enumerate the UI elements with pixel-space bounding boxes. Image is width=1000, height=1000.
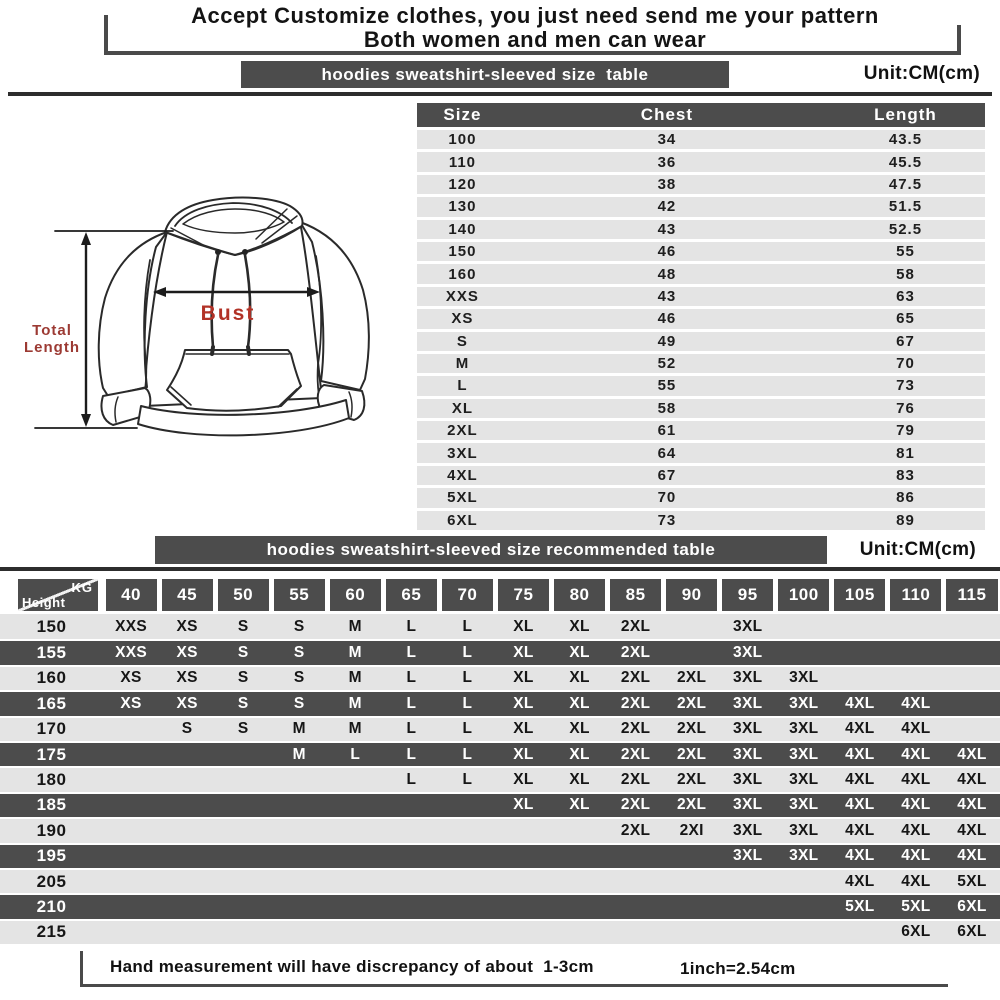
matrix-size-cell: 4XL — [901, 745, 931, 763]
size-table-row — [417, 399, 985, 418]
matrix-size-cell: 4XL — [957, 745, 987, 763]
matrix-size-cell: XL — [569, 644, 590, 662]
size-table-cell: 43 — [508, 287, 826, 306]
size-table-cell: M — [417, 354, 508, 373]
matrix-row — [0, 665, 1000, 690]
size-table-cell: 4XL — [417, 466, 508, 485]
size-table-row — [417, 309, 985, 328]
matrix-header-row — [0, 577, 1000, 614]
size-table-title-bar: hoodies sweatshirt-sleeved size table — [241, 61, 729, 88]
matrix-size-cell: 2XL — [620, 669, 651, 687]
matrix-weight-header: 60 — [330, 579, 381, 611]
matrix-weight-header: 50 — [218, 579, 269, 611]
size-table-cell: 89 — [826, 511, 985, 530]
size-table-column-header: Chest — [508, 103, 826, 127]
size-table-cell: 45.5 — [826, 152, 985, 171]
matrix-size-cell: 4XL — [845, 821, 875, 839]
hoodie-illustration — [15, 148, 415, 503]
unit-label-2: Unit:CM(cm) — [859, 539, 976, 560]
header-banner — [100, 4, 970, 52]
size-table-row — [417, 421, 985, 440]
matrix-size-cell: XL — [513, 720, 534, 738]
size-table-cell: 38 — [508, 175, 826, 194]
matrix-size-cell: S — [181, 720, 193, 738]
recommended-size-table — [0, 577, 1000, 944]
matrix-size-cell: 3XL — [733, 821, 763, 839]
matrix-size-cell: XL — [569, 745, 590, 763]
size-table-cell: 3XL — [417, 443, 508, 462]
size-table-row — [417, 152, 985, 171]
size-table-cell: 55 — [508, 376, 826, 395]
matrix-size-cell: 4XL — [957, 771, 987, 789]
matrix-size-cell: XS — [120, 669, 142, 687]
matrix-row — [0, 792, 1000, 817]
bust-label: Bust — [200, 302, 256, 325]
matrix-size-cell: 5XL — [901, 897, 931, 915]
size-table-cell: XXS — [417, 287, 508, 306]
footer-bracket-bottom — [80, 984, 948, 987]
matrix-size-cell: L — [350, 745, 361, 763]
size-table-cell: 73 — [826, 376, 985, 395]
matrix-row — [0, 614, 1000, 639]
size-table-row — [417, 332, 985, 351]
size-table-cell: 58 — [508, 399, 826, 418]
matrix-size-cell: S — [237, 617, 249, 635]
matrix-size-cell: XL — [569, 796, 590, 814]
matrix-size-cell: 4XL — [901, 821, 931, 839]
matrix-size-cell: 4XL — [957, 796, 987, 814]
size-table-row — [417, 175, 985, 194]
matrix-size-cell: XL — [569, 617, 590, 635]
matrix-height-label: 170 — [36, 719, 67, 739]
matrix-weight-header: 115 — [946, 579, 997, 611]
matrix-weight-header: 100 — [778, 579, 829, 611]
matrix-size-cell: M — [348, 644, 362, 662]
matrix-size-cell: L — [462, 771, 473, 789]
matrix-corner-cell — [18, 579, 98, 611]
matrix-size-cell: 2XL — [676, 745, 707, 763]
size-table-cell: 86 — [826, 488, 985, 507]
size-table-column-header: Length — [826, 103, 985, 127]
matrix-size-cell: 3XL — [733, 617, 763, 635]
matrix-size-cell: 2XL — [620, 617, 651, 635]
matrix-weight-header: 85 — [610, 579, 661, 611]
matrix-size-cell: 6XL — [901, 923, 931, 941]
size-table-cell: 130 — [417, 197, 508, 216]
matrix-size-cell: 3XL — [789, 796, 819, 814]
matrix-size-cell: 3XL — [733, 644, 763, 662]
matrix-height-label: 205 — [36, 871, 67, 891]
matrix-size-cell: XL — [569, 669, 590, 687]
matrix-size-cell: 4XL — [845, 847, 875, 865]
matrix-size-cell: XS — [120, 694, 142, 712]
recommended-title-bar: hoodies sweatshirt-sleeved size recommended table — [155, 536, 827, 564]
matrix-size-cell: 4XL — [901, 694, 931, 712]
size-table-cell: 70 — [508, 488, 826, 507]
size-table-cell: XL — [417, 399, 508, 418]
matrix-weight-header: 70 — [442, 579, 493, 611]
matrix-size-cell: L — [406, 694, 417, 712]
size-table-row — [417, 354, 985, 373]
matrix-row — [0, 843, 1000, 868]
matrix-size-cell: 2XL — [620, 771, 651, 789]
size-table-cell: 79 — [826, 421, 985, 440]
matrix-size-cell: 4XL — [957, 821, 987, 839]
size-table-cell: 52 — [508, 354, 826, 373]
matrix-size-cell: L — [462, 720, 473, 738]
size-table-cell: 51.5 — [826, 197, 985, 216]
matrix-size-cell: L — [406, 720, 417, 738]
matrix-row — [0, 893, 1000, 918]
matrix-size-cell: XL — [513, 617, 534, 635]
size-table-cell: 5XL — [417, 488, 508, 507]
size-table-cell: 160 — [417, 264, 508, 283]
matrix-size-cell: L — [462, 617, 473, 635]
divider-rule-1 — [8, 92, 992, 96]
size-table-cell: 73 — [508, 511, 826, 530]
size-table-cell: 55 — [826, 242, 985, 261]
matrix-size-cell: 4XL — [901, 847, 931, 865]
size-table-cell: 81 — [826, 443, 985, 462]
matrix-body — [0, 614, 1000, 944]
corner-height-label: Height — [22, 595, 66, 610]
matrix-height-label: 160 — [36, 668, 67, 688]
matrix-size-cell: L — [462, 644, 473, 662]
matrix-size-cell: XL — [513, 796, 534, 814]
matrix-size-cell: 2XL — [620, 745, 651, 763]
matrix-size-cell: 5XL — [957, 872, 987, 890]
size-table-cell: XS — [417, 309, 508, 328]
matrix-size-cell: 3XL — [733, 694, 763, 712]
size-table-cell: 36 — [508, 152, 826, 171]
matrix-row — [0, 716, 1000, 741]
size-table-cell: 120 — [417, 175, 508, 194]
matrix-weight-header: 95 — [722, 579, 773, 611]
size-table-body — [417, 130, 985, 530]
size-table-row — [417, 488, 985, 507]
matrix-size-cell: XL — [569, 771, 590, 789]
matrix-size-cell: S — [237, 694, 249, 712]
matrix-size-cell: XS — [176, 617, 198, 635]
matrix-row — [0, 690, 1000, 715]
size-table-cell: 49 — [508, 332, 826, 351]
matrix-size-cell: L — [462, 669, 473, 687]
size-table-cell: 150 — [417, 242, 508, 261]
matrix-size-cell: 3XL — [789, 745, 819, 763]
matrix-size-cell: 3XL — [733, 796, 763, 814]
size-table-cell: S — [417, 332, 508, 351]
matrix-height-label: 210 — [36, 896, 67, 916]
matrix-size-cell: S — [237, 720, 249, 738]
size-table-row — [417, 443, 985, 462]
matrix-size-cell: XS — [176, 694, 198, 712]
matrix-size-cell: L — [406, 771, 417, 789]
size-table-cell: 34 — [508, 130, 826, 149]
matrix-size-cell: XL — [513, 669, 534, 687]
size-table-row — [417, 264, 985, 283]
matrix-size-cell: 3XL — [733, 847, 763, 865]
matrix-size-cell: 5XL — [845, 897, 875, 915]
matrix-size-cell: 4XL — [845, 771, 875, 789]
matrix-size-cell: 4XL — [845, 872, 875, 890]
matrix-size-cell: XL — [513, 644, 534, 662]
matrix-size-cell: XL — [513, 694, 534, 712]
matrix-size-cell: 4XL — [901, 771, 931, 789]
matrix-weight-header: 45 — [162, 579, 213, 611]
matrix-size-cell: L — [406, 644, 417, 662]
matrix-size-cell: 3XL — [733, 669, 763, 687]
size-table-header-row — [417, 103, 985, 127]
matrix-size-cell: 2XL — [676, 694, 707, 712]
matrix-size-cell: 3XL — [789, 720, 819, 738]
size-table-cell: 6XL — [417, 511, 508, 530]
size-table-cell: 43.5 — [826, 130, 985, 149]
matrix-row — [0, 817, 1000, 842]
matrix-size-cell: L — [462, 694, 473, 712]
matrix-height-label: 150 — [36, 616, 67, 636]
matrix-size-cell: 4XL — [901, 796, 931, 814]
matrix-height-label: 185 — [36, 795, 67, 815]
size-table-row — [417, 242, 985, 261]
matrix-size-cell: XS — [176, 644, 198, 662]
size-table-row — [417, 376, 985, 395]
matrix-size-cell: 3XL — [789, 771, 819, 789]
matrix-row — [0, 741, 1000, 766]
size-table-cell: 65 — [826, 309, 985, 328]
matrix-size-cell: XL — [569, 720, 590, 738]
matrix-row — [0, 919, 1000, 944]
size-table-row — [417, 197, 985, 216]
matrix-size-cell: 2XL — [676, 771, 707, 789]
size-table-cell: 70 — [826, 354, 985, 373]
size-table-cell: 63 — [826, 287, 985, 306]
matrix-size-cell: 2XL — [620, 644, 651, 662]
matrix-size-cell: L — [406, 745, 417, 763]
matrix-row — [0, 639, 1000, 664]
matrix-size-cell: 6XL — [957, 897, 987, 915]
matrix-size-cell: S — [293, 694, 305, 712]
size-table-row — [417, 220, 985, 239]
footer-conversion: 1inch=2.54cm — [680, 959, 796, 978]
size-table-cell: 2XL — [417, 421, 508, 440]
matrix-weight-header: 90 — [666, 579, 717, 611]
size-table-cell: 110 — [417, 152, 508, 171]
matrix-size-cell: M — [348, 720, 362, 738]
matrix-height-label: 180 — [36, 770, 67, 790]
size-table-cell: 46 — [508, 309, 826, 328]
matrix-size-cell: 2XL — [676, 720, 707, 738]
matrix-size-cell: 4XL — [845, 745, 875, 763]
corner-kg-label: KG — [71, 580, 93, 595]
matrix-height-label: 165 — [36, 693, 67, 713]
matrix-size-cell: 2XL — [620, 821, 651, 839]
matrix-size-cell: L — [462, 745, 473, 763]
matrix-size-cell: S — [237, 644, 249, 662]
size-table-cell: L — [417, 376, 508, 395]
matrix-size-cell: S — [237, 669, 249, 687]
unit-label-1: Unit:CM(cm) — [863, 63, 980, 84]
total-length-label-line1: Total — [32, 322, 72, 339]
matrix-weight-header: 65 — [386, 579, 437, 611]
size-table-column-header: Size — [417, 103, 508, 127]
size-table-cell: 43 — [508, 220, 826, 239]
matrix-size-cell: 3XL — [733, 745, 763, 763]
matrix-row — [0, 868, 1000, 893]
matrix-size-cell: L — [406, 617, 417, 635]
matrix-size-cell: XXS — [115, 617, 147, 635]
header-line-2: Both women and men can wear — [363, 27, 707, 52]
matrix-weight-header: 40 — [106, 579, 157, 611]
size-table-cell: 58 — [826, 264, 985, 283]
matrix-weight-header: 80 — [554, 579, 605, 611]
size-table — [417, 100, 985, 533]
matrix-size-cell: 4XL — [845, 694, 875, 712]
footer-note: Hand measurement will have discrepancy of about 1-3cm — [110, 957, 594, 976]
matrix-size-cell: 3XL — [733, 720, 763, 738]
matrix-size-cell: XL — [513, 745, 534, 763]
matrix-size-cell: 4XL — [901, 720, 931, 738]
matrix-height-label: 155 — [36, 643, 67, 663]
matrix-size-cell: S — [293, 644, 305, 662]
size-table-row — [417, 130, 985, 149]
matrix-weight-header: 75 — [498, 579, 549, 611]
matrix-size-cell: M — [292, 720, 306, 738]
size-table-row — [417, 511, 985, 530]
size-table-cell: 64 — [508, 443, 826, 462]
matrix-size-cell: M — [292, 745, 306, 763]
matrix-height-label: 215 — [36, 922, 67, 942]
matrix-size-cell: 2XL — [620, 720, 651, 738]
matrix-size-cell: 3XL — [733, 771, 763, 789]
matrix-size-cell: 3XL — [789, 821, 819, 839]
size-table-cell: 67 — [508, 466, 826, 485]
matrix-weight-header: 55 — [274, 579, 325, 611]
matrix-size-cell: 2XI — [679, 821, 704, 839]
matrix-size-cell: 2XL — [620, 694, 651, 712]
matrix-row — [0, 766, 1000, 791]
footer-bracket-left — [80, 951, 83, 987]
matrix-size-cell: S — [293, 669, 305, 687]
matrix-size-cell: XXS — [115, 644, 147, 662]
matrix-size-cell: 2XL — [620, 796, 651, 814]
size-table-cell: 83 — [826, 466, 985, 485]
matrix-size-cell: XS — [176, 669, 198, 687]
matrix-size-cell: 2XL — [676, 669, 707, 687]
matrix-size-cell: S — [293, 617, 305, 635]
header-line-1: Accept Customize clothes, you just need send me your pattern — [191, 3, 879, 28]
matrix-size-cell: 6XL — [957, 923, 987, 941]
size-table-cell: 67 — [826, 332, 985, 351]
matrix-size-cell: 3XL — [789, 694, 819, 712]
size-table-row — [417, 466, 985, 485]
matrix-size-cell: 4XL — [845, 720, 875, 738]
size-table-cell: 61 — [508, 421, 826, 440]
size-table-cell: 52.5 — [826, 220, 985, 239]
size-table-cell: 46 — [508, 242, 826, 261]
matrix-size-cell: 4XL — [845, 796, 875, 814]
divider-rule-2 — [0, 567, 1000, 571]
size-table-cell: 140 — [417, 220, 508, 239]
matrix-weight-header: 110 — [890, 579, 941, 611]
size-table-cell: 100 — [417, 130, 508, 149]
matrix-size-cell: M — [348, 669, 362, 687]
size-table-cell: 48 — [508, 264, 826, 283]
matrix-size-cell: XL — [513, 771, 534, 789]
size-table-row — [417, 287, 985, 306]
matrix-size-cell: XL — [569, 694, 590, 712]
matrix-size-cell: L — [406, 669, 417, 687]
size-table-cell: 76 — [826, 399, 985, 418]
matrix-size-cell: 4XL — [957, 847, 987, 865]
matrix-weight-header: 105 — [834, 579, 885, 611]
matrix-height-label: 190 — [36, 820, 67, 840]
matrix-size-cell: M — [348, 617, 362, 635]
matrix-size-cell: 3XL — [789, 847, 819, 865]
matrix-size-cell: 4XL — [901, 872, 931, 890]
matrix-size-cell: 3XL — [789, 669, 819, 687]
matrix-height-label: 195 — [36, 846, 67, 866]
matrix-size-cell: M — [348, 694, 362, 712]
matrix-size-cell: 2XL — [676, 796, 707, 814]
matrix-height-label: 175 — [36, 744, 67, 764]
size-table-cell: 47.5 — [826, 175, 985, 194]
hoodie-pocket — [167, 350, 301, 411]
size-table-cell: 42 — [508, 197, 826, 216]
total-length-label-line2: Length — [24, 339, 80, 356]
